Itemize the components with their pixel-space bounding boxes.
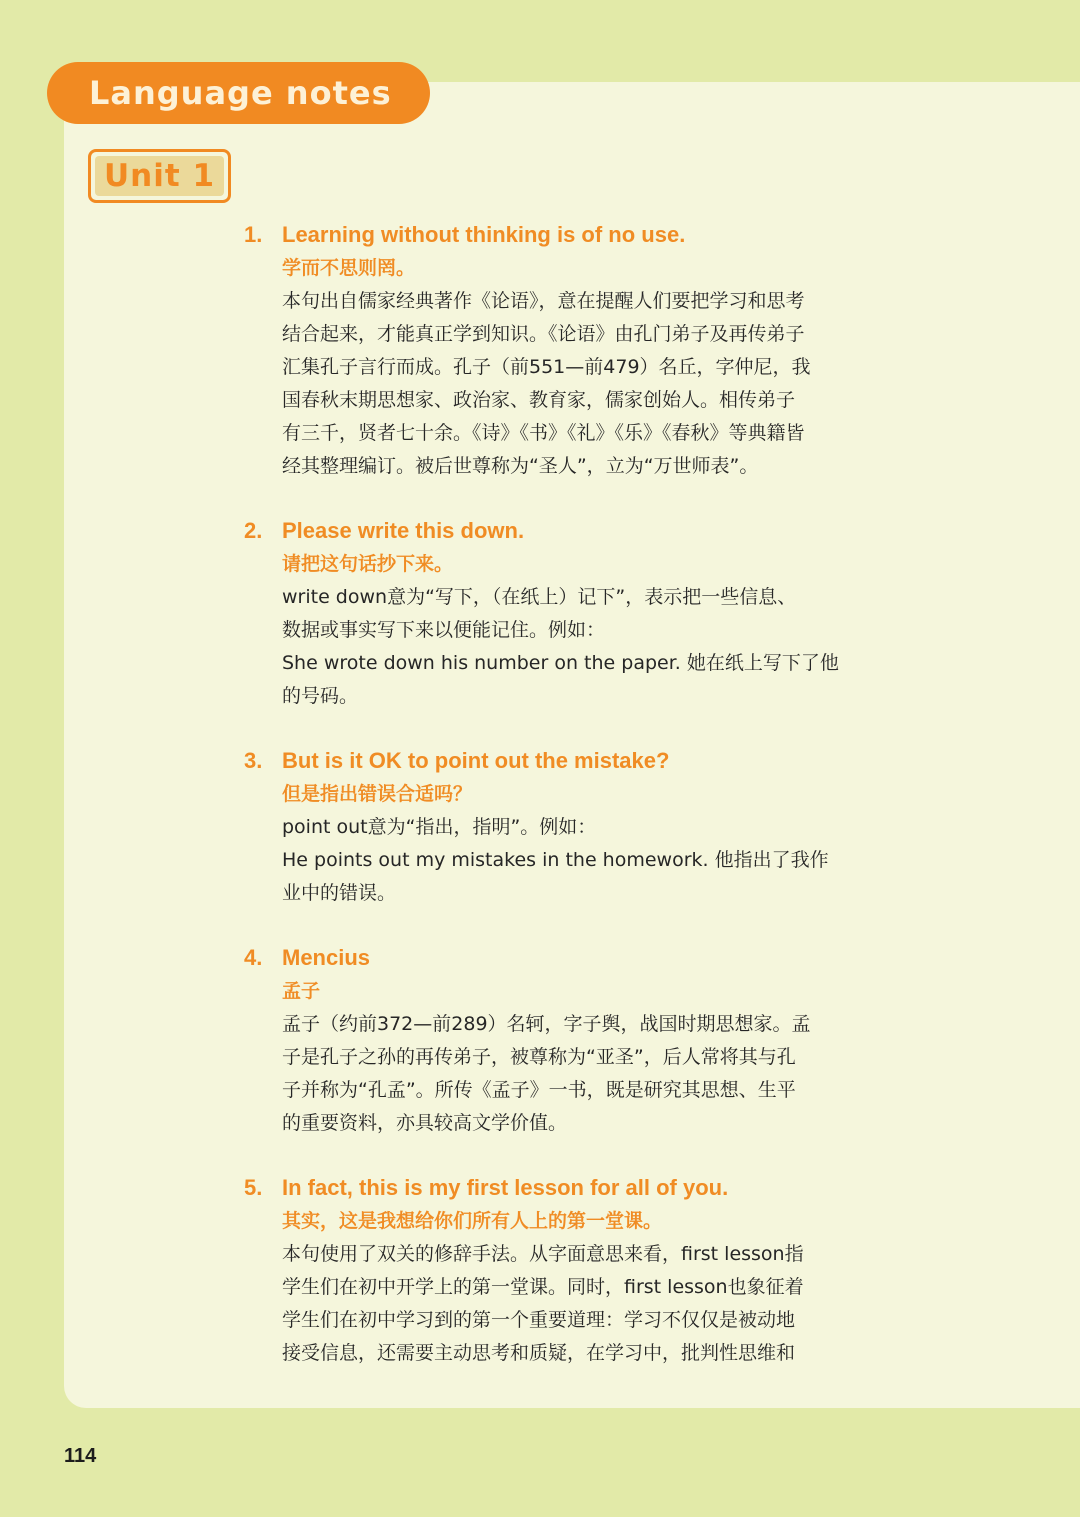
note-line: 国春秋末期思想家、政治家、教育家，儒家创始人。相传弟子 (282, 389, 796, 411)
note-line: 的重要资料，亦具较高文学价值。 (282, 1112, 568, 1134)
note-line: 学生们在初中开学上的第一堂课。同时，first lesson也象征着 (282, 1276, 804, 1298)
note-explanation (282, 811, 924, 910)
note-line: 的号码。 (282, 685, 359, 707)
note-line: 业中的错误。 (282, 882, 397, 904)
note-title: In fact, this is my first lesson for all of you. (282, 1175, 729, 1200)
note-item (244, 514, 924, 713)
note-translation: 请把这句话抄下来。 (282, 553, 454, 575)
note-line: 本句使用了双关的修辞手法。从字面意思来看，first lesson指 (282, 1243, 804, 1265)
note-line: 接受信息，还需要主动思考和质疑，在学习中，批判性思维和 (282, 1342, 796, 1364)
note-item (244, 1171, 924, 1370)
note-item (244, 744, 924, 910)
note-number: 1. (244, 222, 263, 247)
note-translation: 其实，这是我想给你们所有人上的第一堂课。 (282, 1210, 663, 1232)
note-line: 有三千，贤者七十余。《诗》《书》《礼》《乐》《春秋》等典籍皆 (282, 422, 805, 444)
note-number: 4. (244, 945, 263, 970)
note-line: He points out my mistakes in the homework. 他指出了我作 (282, 849, 829, 871)
note-heading (244, 941, 924, 975)
section-header-title: Language notes (89, 74, 392, 112)
note-line: 结合起来，才能真正学到知识。《论语》由孔门弟子及再传弟子 (282, 323, 805, 345)
note-number: 5. (244, 1175, 263, 1200)
note-heading (244, 744, 924, 778)
note-item (244, 218, 924, 483)
note-explanation (282, 1238, 924, 1370)
note-number: 3. (244, 748, 263, 773)
note-line: 子并称为“孔孟”。所传《孟子》一书，既是研究其思想、生平 (282, 1079, 796, 1101)
note-explanation (282, 1008, 924, 1140)
notes-list (244, 218, 924, 1401)
note-item (244, 941, 924, 1140)
note-line: point out意为“指出，指明”。例如： (282, 816, 597, 838)
section-header (47, 62, 430, 124)
note-line: 子是孔子之孙的再传弟子，被尊称为“亚圣”，后人常将其与孔 (282, 1046, 796, 1068)
note-number: 2. (244, 518, 263, 543)
note-line: 数据或事实写下来以便能记住。例如： (282, 619, 606, 641)
note-heading (244, 514, 924, 548)
note-translation: 学而不思则罔。 (282, 257, 416, 279)
note-title: Please write this down. (282, 518, 525, 543)
note-line: 本句出自儒家经典著作《论语》，意在提醒人们要把学习和思考 (282, 290, 805, 312)
note-line: write down意为“写下，（在纸上）记下”，表示把一些信息、 (282, 586, 797, 608)
note-line: 汇集孔子言行而成。孔子（前551—前479）名丘，字仲尼，我 (282, 356, 811, 378)
note-explanation (282, 581, 924, 713)
page-number: 114 (64, 1445, 97, 1467)
note-line: She wrote down his number on the paper. 她在纸上写下了他 (282, 652, 839, 674)
note-title: Mencius (282, 945, 371, 970)
note-translation: 但是指出错误合适吗？ (282, 783, 473, 805)
note-heading (244, 1171, 924, 1205)
note-translation: 孟子 (282, 980, 321, 1002)
unit-badge (88, 149, 231, 203)
note-line: 孟子（约前372—前289）名轲，字子舆，战国时期思想家。孟 (282, 1013, 811, 1035)
note-explanation (282, 285, 924, 483)
unit-label: Unit 1 (95, 156, 224, 196)
note-title: But is it OK to point out the mistake? (282, 748, 670, 773)
note-title: Learning without thinking is of no use. (282, 222, 686, 247)
note-line: 经其整理编订。被后世尊称为“圣人”，立为“万世师表”。 (282, 455, 759, 477)
note-heading (244, 218, 924, 252)
note-line: 学生们在初中学习到的第一个重要道理：学习不仅仅是被动地 (282, 1309, 796, 1331)
